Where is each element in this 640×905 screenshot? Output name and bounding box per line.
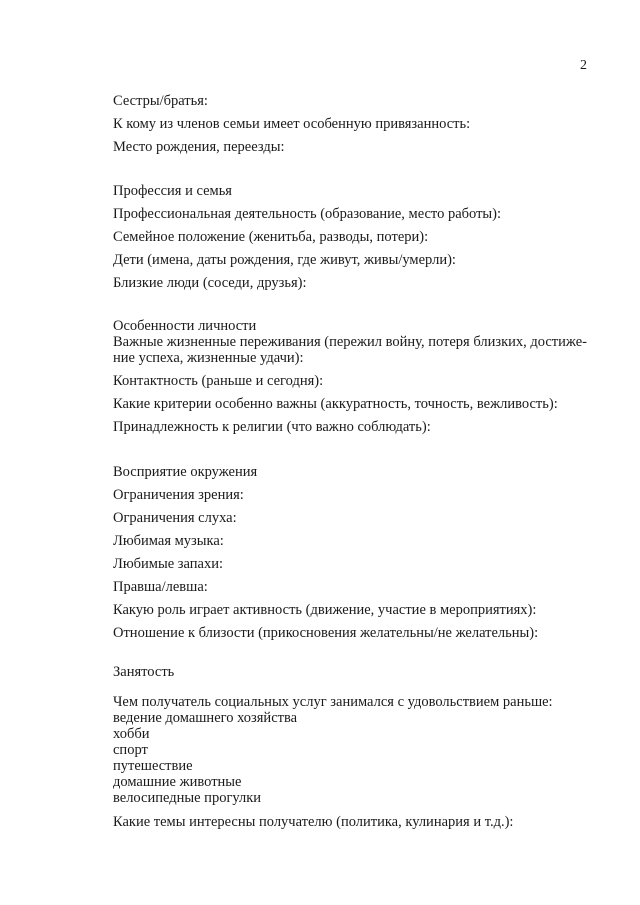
section-heading-profession: Профессия и семья [113, 183, 232, 199]
family-line-birthplace: Место рождения, переезды: [113, 139, 285, 155]
section-heading-occupation: Занятость [113, 664, 175, 680]
personality-line-religion: Принадлежность к религии (что важно соблюдать): [113, 419, 431, 435]
perception-line-vision: Ограничения зрения: [113, 487, 244, 503]
personality-line-contact: Контактность (раньше и сегодня): [113, 373, 324, 389]
personality-line-experiences-1: Важные жизненные переживания (пережил войну, потеря близких, достиже- [113, 334, 587, 350]
profession-line-work: Профессиональная деятельность (образование, место работы): [113, 206, 502, 222]
personality-line-experiences-2: ние успеха, жизненные удачи): [113, 350, 304, 366]
occupation-item-pets: домашние животные [113, 774, 242, 790]
family-line-siblings: Сестры/братья: [113, 93, 208, 109]
family-section [113, 94, 593, 155]
profession-section [113, 184, 593, 291]
occupation-item-hobby: хобби [113, 726, 150, 742]
section-heading-perception: Восприятие окружения [113, 464, 258, 480]
personality-line-criteria: Какие критерии особенно важны (аккуратность, точность, вежливость): [113, 396, 558, 412]
section-heading-personality: Особенности личности [113, 318, 257, 334]
profession-line-close-people: Близкие люди (соседи, друзья): [113, 275, 307, 291]
occupation-item-household: ведение домашнего хозяйства [113, 710, 298, 726]
occupation-item-cycling: велосипедные прогулки [113, 790, 262, 806]
perception-section [113, 465, 593, 641]
occupation-line-topics: Какие темы интересны получателю (политика, кулинария и т.д.): [113, 814, 514, 830]
personality-section [113, 319, 593, 435]
profession-line-marital: Семейное положение (женитьба, разводы, потери): [113, 229, 429, 245]
occupation-intro: Чем получатель социальных услуг занимался с удовольствием раньше: [113, 694, 553, 710]
perception-line-handedness: Правша/левша: [113, 579, 208, 595]
page-number: 2 [580, 58, 587, 73]
perception-line-activity: Какую роль играет активность (движение, участие в мероприятиях): [113, 602, 537, 618]
occupation-item-sport: спорт [113, 742, 148, 758]
perception-line-closeness: Отношение к близости (прикосновения желательны/не желательны): [113, 625, 539, 641]
occupation-item-travel: путешествие [113, 758, 193, 774]
occupation-section [113, 665, 593, 831]
family-line-attachment: К кому из членов семьи имеет особенную привязанность: [113, 116, 471, 132]
perception-line-music: Любимая музыка: [113, 533, 224, 549]
perception-line-smells: Любимые запахи: [113, 556, 223, 572]
profession-line-children: Дети (имена, даты рождения, где живут, живы/умерли): [113, 252, 456, 268]
perception-line-hearing: Ограничения слуха: [113, 510, 237, 526]
